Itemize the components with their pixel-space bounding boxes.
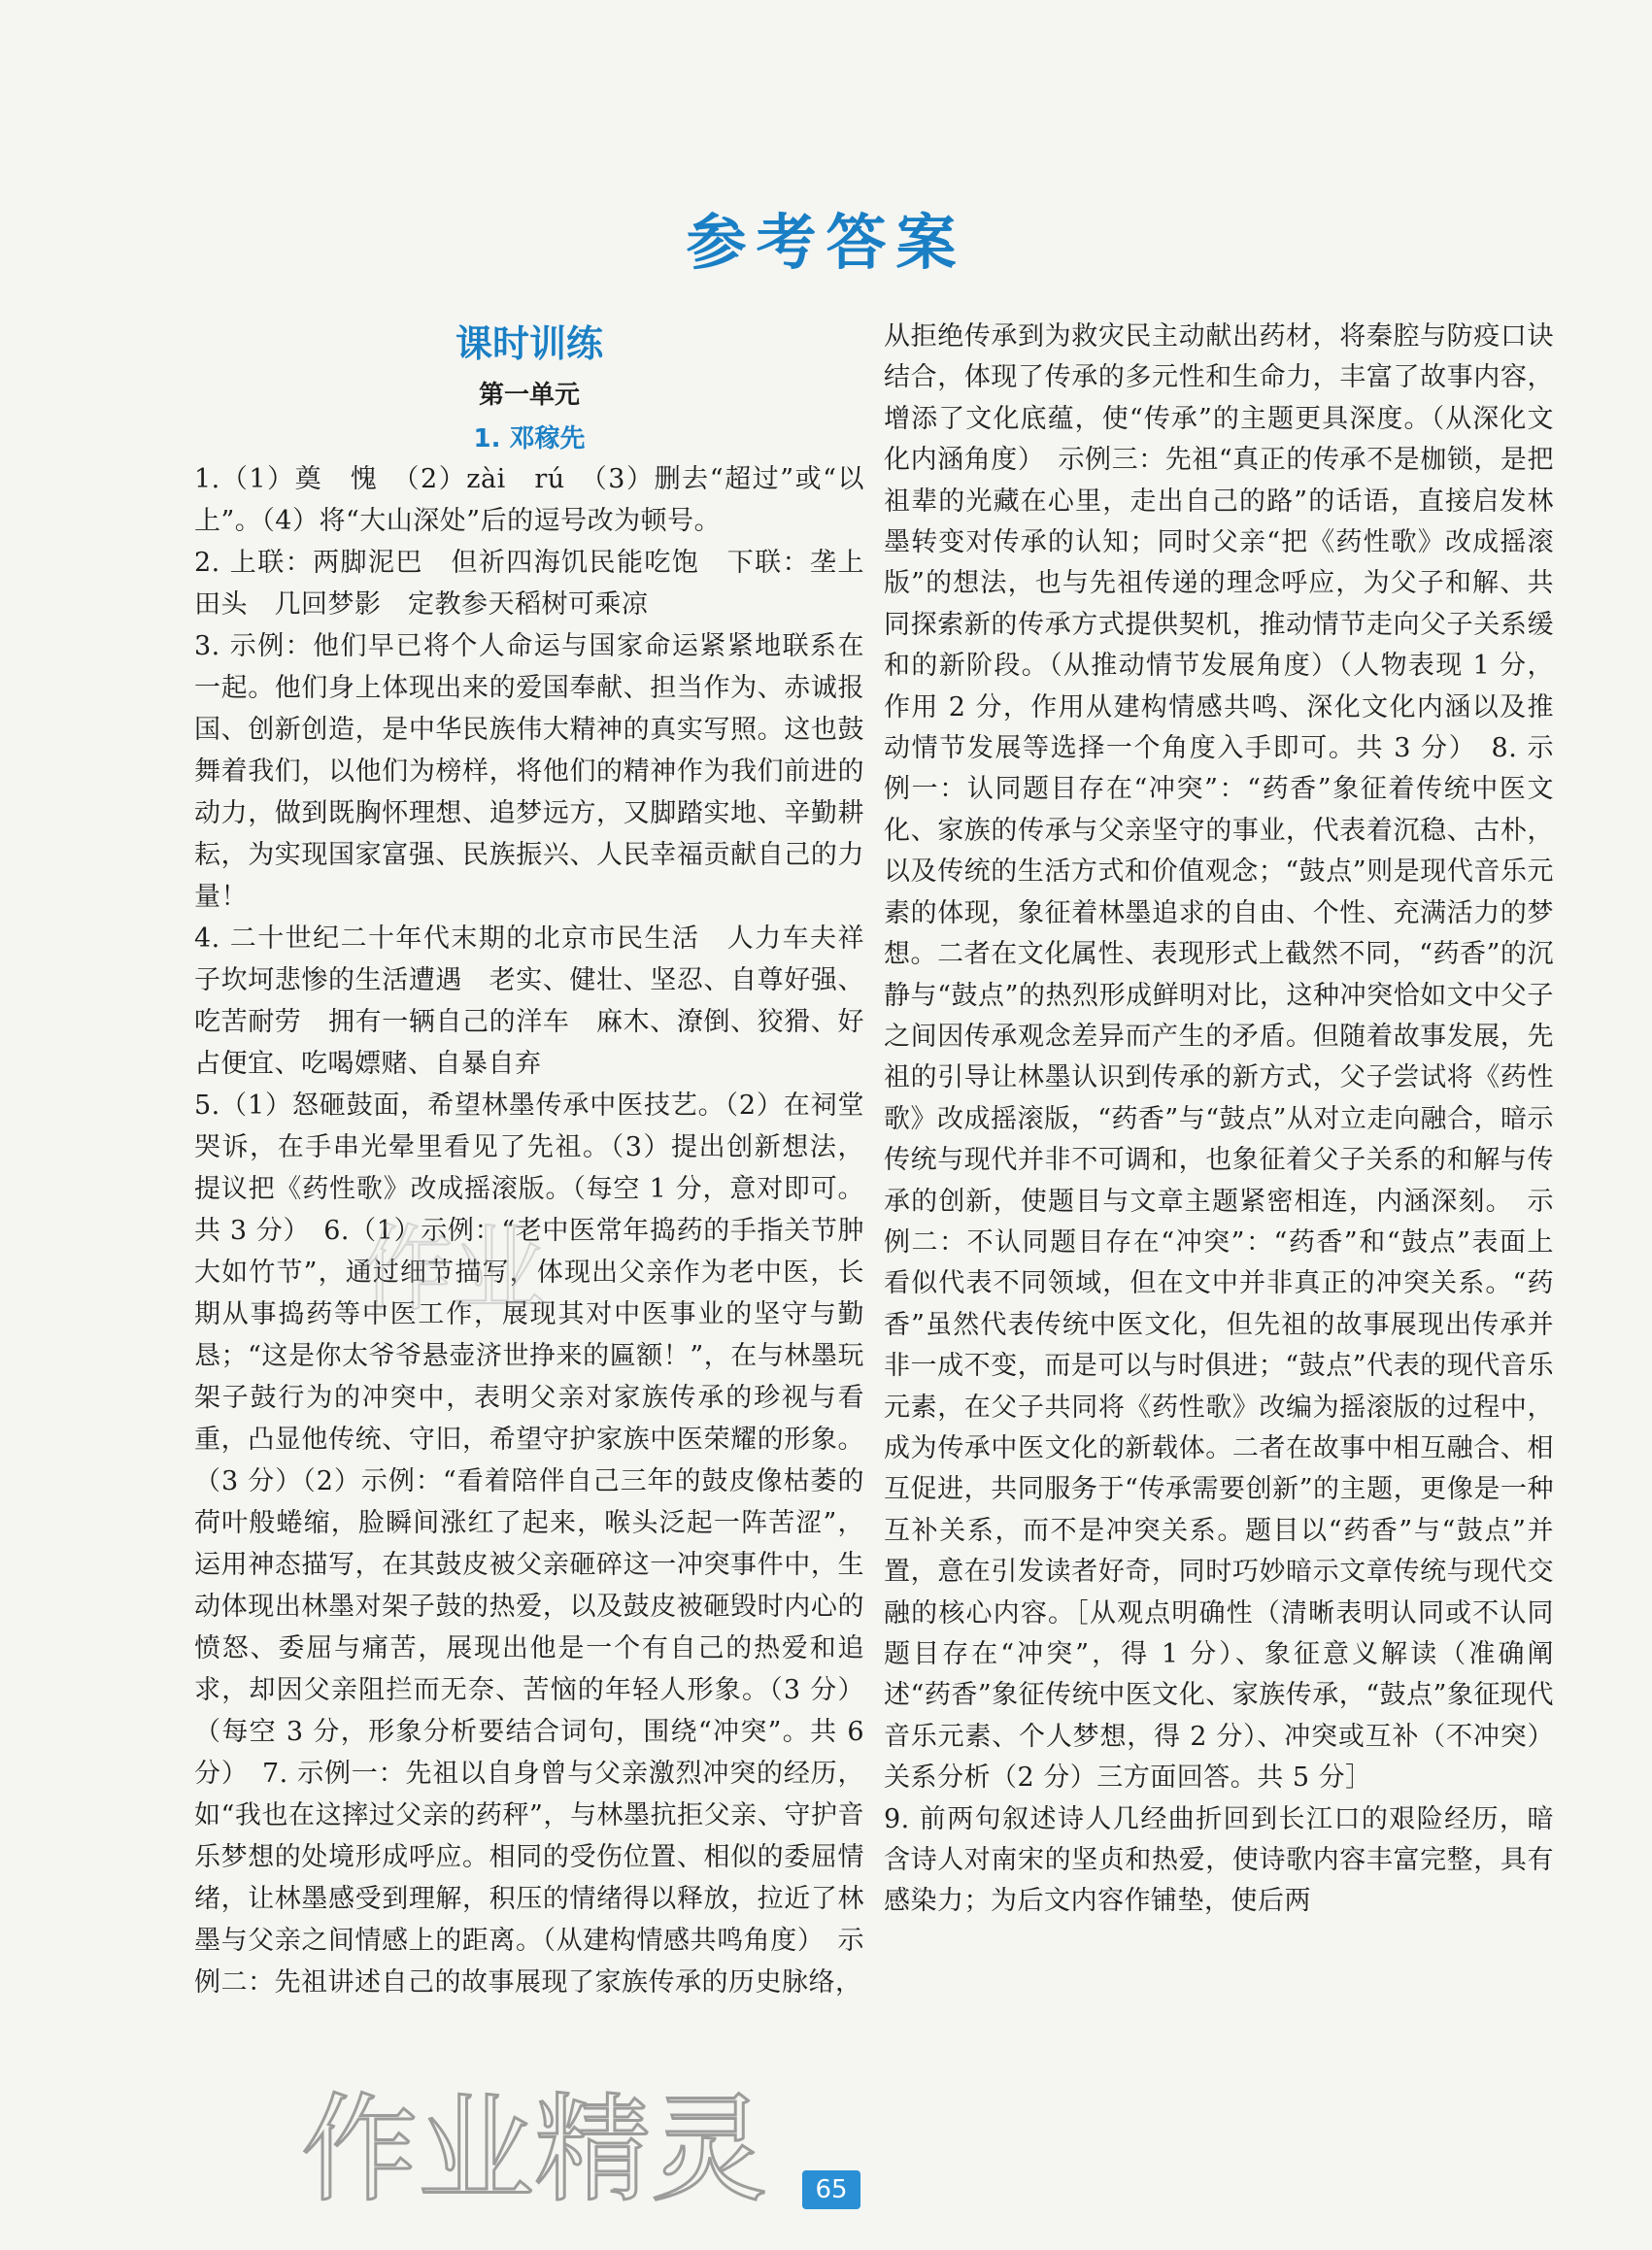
answer-2: 2. 上联：两脚泥巴 但祈四海饥民能吃饱 下联：垄上田头 几回梦影 定教参天稻树可乘凉 bbox=[194, 548, 864, 620]
unit-title: 第一单元 bbox=[478, 381, 580, 410]
page-number: 65 bbox=[802, 2170, 860, 2209]
svg-text:作业精灵: 作业精灵 bbox=[301, 2083, 767, 2214]
answer-9: 9. 前两句叙述诗人几经曲折回到长江口的艰险经历，暗含诗人对南宋的坚贞和热爱，使诗歌内容丰富完整，具有感染力；为后文内容作铺垫，使后两 bbox=[884, 1803, 1554, 1917]
answer-3: 3. 示例：他们早已将个人命运与国家命运紧紧地联系在一起。他们身上体现出来的爱国奉献、担当作为、赤诚报国、创新创造，是中华民族伟大精神的真实写照。这也鼓舞着我们，以他们为榜样，将他们的精神作为我们前进的动力，做到既胸怀理想、追梦远方，又脚踏实地、辛勤耕耘，为实现国家富强、民族振兴、人民幸福贡献自己的力量！ bbox=[194, 631, 864, 912]
right-column bbox=[884, 317, 1554, 1923]
watermark-logo-faint bbox=[350, 1204, 670, 1330]
lesson-title: 1. 邓稼先 bbox=[473, 424, 586, 453]
svg-text:作业: 作业 bbox=[359, 1215, 546, 1324]
answer-4: 4. 二十世纪二十年代末期的北京市民生活 人力车夫祥子坎坷悲惨的生活遭遇 老实、健壮、坚忍、自尊好强、吃苦耐劳 拥有一辆自己的洋车 麻木、潦倒、狡猾、好占便宜、吃喝嫖赌、自暴自弃 bbox=[194, 924, 864, 1079]
right-answer-text bbox=[884, 317, 1554, 1923]
page-title: 参考答案 bbox=[686, 207, 966, 278]
left-column bbox=[194, 317, 864, 2003]
answer-1: 1.（1）奠 愧 （2）zài rú （3）删去“超过”或“以上”。（4）将“大山深处”后的逗号改为顿号。 bbox=[194, 464, 864, 536]
answer-7-8-continued: 从拒绝传承到为救灾民主动献出药材，将秦腔与防疫口诀结合，体现了传承的多元性和生命力，丰富了故事内容，增添了文化底蕴，使“传承”的主题更具深度。（从深化文化内涵角度） 示例三：先祖“真正的传承不是枷锁，是把祖辈的光藏在心里，走出自己的路”的话语，直接启发林墨转变对传承的认知；同时父亲“把《药性歌》改成摇滚版”的想法，也与先祖传递的理念呼应，为父子和解、共同探索新的传承方式提供契机，推动情节走向父子关系缓和的新阶段。（从推动情节发展角度）（人物表现 1 分，作用 2 分，作用从建构情感共鸣、深化文化内涵以及推动情节发展等选择一个角度入手即可。共 3 分） 8. 示例一：认同题目存在“冲突”：“药香”象征着传统中医文化、家族的传承与父亲坚守的事业，代表着沉稳、古朴，以及传统的生活方式和价值观念；“鼓点”则是现代音乐元素的体现，象征着林墨追求的自由、个性、充满活力的梦想。二者在文化属性、表现形式上截然不同，“药香”的沉静与“鼓点”的热烈形成鲜明对比，这种冲突恰如文中父子之间因传承观念差异而产生的矛盾。但随着故事发展，先祖的引导让林墨认识到传承的新方式，父子尝试将《药性歌》改成摇滚版，“药香”与“鼓点”从对立走向融合，暗示传统与现代并非不可调和，也象征着父子关系的和解与传承的创新，使题目与文章主题紧密相连，内涵深刻。 示例二：不认同题目存在“冲突”：“药香”和“鼓点”表面上看似代表不同领域，但在文中并非真正的冲突关系。“药香”虽然代表传统中医文化，但先祖的故事展现出传承并非一成不变，而是可以与时俱进；“鼓点”代表的现代音乐元素，在父子共同将《药性歌》改编为摇滚版的过程中，成为传承中医文化的新载体。二者在故事中相互融合、相互促进，共同服务于“传承需要创新”的主题，更像是一种互补关系，而不是冲突关系。题目以“药香”与“鼓点”并置，意在引发读者好奇，同时巧妙暗示文章传统与现代交融的核心内容。［从观点明确性（清晰表明认同或不认同题目存在“冲突”，得 1 分）、象征意义解读（准确阐述“药香”象征传统中医文化、家族传承，“鼓点”象征现代音乐元素、个人梦想，得 2 分）、冲突或互补（不冲突）关系分析（2 分）三方面回答。共 5 分］ bbox=[884, 321, 1554, 1794]
answer-5-7: 5.（1）怒砸鼓面，希望林墨传承中医技艺。（2）在祠堂哭诉，在手串光晕里看见了先祖。（3）提出创新想法，提议把《药性歌》改成摇滚版。（每空 1 分，意对即可。共 3 分） 6.（1）示例：“老中医常年捣药的手指关节肿大如竹节”，通过细节描写，体现出父亲作为老中医，长期从事捣药等中医工作，展现其对中医事业的坚守与勤恳；“这是你太爷爷悬壶济世挣来的匾额！”，在与林墨玩架子鼓行为的冲突中，表明父亲对家族传承的珍视与看重，凸显他传统、守旧，希望守护家族中医荣耀的形象。（3 分）（2）示例：“看着陪伴自己三年的鼓皮像枯萎的荷叶般蜷缩，脸瞬间涨红了起来，喉头泛起一阵苦涩”，运用神态描写，在其鼓皮被父亲砸碎这一冲突事件中，生动体现出林墨对架子鼓的热爱，以及鼓皮被砸毁时内心的愤怒、委屈与痛苦，展现出他是一个有自己的热爱和追求，却因父亲阻拦而无奈、苦恼的年轻人形象。（3 分）（每空 3 分，形象分析要结合词句，围绕“冲突”。共 6 分） 7. 示例一：先祖以自身曾与父亲激烈冲突的经历，如“我也在这摔过父亲的药秤”，与林墨抗拒父亲、守护音乐梦想的处境形成呼应。相同的受伤位置、相似的委屈情绪，让林墨感受到理解，积压的情绪得以释放，拉近了林墨与父亲之间情感上的距离。（从建构情感共鸣角度） 示例二：先祖讲述自己的故事展现了家族传承的历史脉络， bbox=[194, 1091, 864, 1998]
watermark-logo bbox=[291, 2068, 796, 2214]
section-title: 课时训练 bbox=[455, 322, 603, 365]
